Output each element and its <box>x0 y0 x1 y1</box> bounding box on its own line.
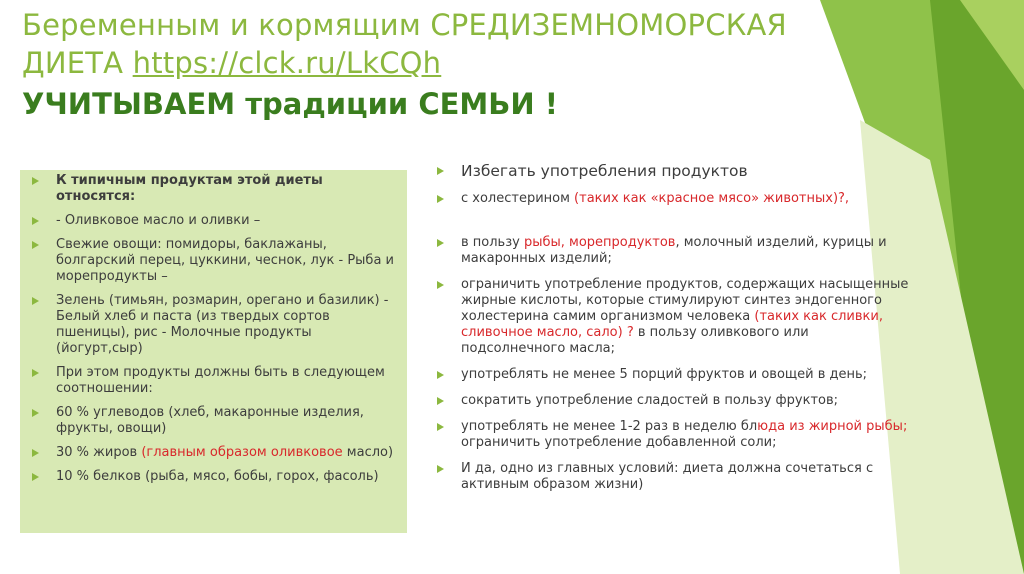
triangle-bullet-icon <box>32 177 39 185</box>
item-text: И да, одно из главных условий: диета должна сочетаться с активным образом жизни) <box>461 461 874 492</box>
item-text-highlight: (главным образом оливковое <box>141 445 343 460</box>
item-text: К типичным продуктам этой диеты относятся: <box>56 173 323 204</box>
list-item <box>32 293 402 357</box>
item-text: 10 % белков (рыба, мясо, бобы, горох, фасоль) <box>56 469 379 484</box>
triangle-bullet-icon <box>437 167 444 175</box>
item-text-suffix: масло) <box>342 445 394 460</box>
right-panel <box>437 161 917 503</box>
triangle-bullet-icon <box>437 281 444 289</box>
title-line-1: Беременным и кормящим СРЕДИЗЕМНОМОРСКАЯ <box>22 8 787 42</box>
list-item <box>32 237 402 285</box>
heading-text: Избегать употребления продуктов <box>461 162 748 180</box>
list-item <box>437 277 917 357</box>
item-text: - Оливковое масло и оливки – <box>56 213 261 228</box>
triangle-bullet-icon <box>437 239 444 247</box>
list-item <box>32 445 402 461</box>
item-text-prefix: 30 % жиров <box>56 445 142 460</box>
item-text-suffix: в пользу оливкового или подсолнечного масла; <box>461 325 809 356</box>
list-item <box>437 235 917 267</box>
triangle-bullet-icon <box>437 423 444 431</box>
list-item <box>32 405 402 437</box>
triangle-bullet-icon <box>32 217 39 225</box>
item-text-highlight: рыбы, морепродуктов <box>523 235 676 250</box>
triangle-bullet-icon <box>32 409 39 417</box>
item-text-highlight: (таких как сливки, сливочное масло, сало) ? <box>461 309 883 340</box>
title-line-3: УЧИТЫВАЕМ традиции СЕМЬИ ! <box>22 87 558 121</box>
item-text-suffix: , молочный изделий, курицы и макаронных изделий; <box>461 235 887 266</box>
item-text-highlight: юда из жирной рыбы; <box>757 419 908 434</box>
list-item <box>437 419 917 451</box>
title-prefix: ДИЕТА <box>22 46 133 80</box>
triangle-bullet-icon <box>32 369 39 377</box>
title-line-2 <box>22 44 922 82</box>
triangle-bullet-icon <box>437 195 444 203</box>
list-item <box>32 213 402 229</box>
list-item <box>32 173 402 205</box>
item-text-prefix: в пользу <box>461 235 524 250</box>
item-text: Зелень (тимьян, розмарин, орегано и базилик) - Белый хлеб и паста (из твердых сортов пшеницы), рис - Молочные продукты (йогурт,сыр) <box>56 293 389 356</box>
right-heading <box>437 161 917 181</box>
triangle-bullet-icon <box>32 473 39 481</box>
item-text: Свежие овощи: помидоры, баклажаны, болгарский перец, цуккини, чеснок, лук - Рыба и морепродукты – <box>56 237 394 284</box>
item-text-highlight: (таких как «красное мясо» животных)?, <box>574 191 850 206</box>
item-text: употреблять не менее 5 порций фруктов и овощей в день; <box>461 367 868 382</box>
item-text-prefix: с холестерином <box>461 191 575 206</box>
item-text-prefix: употреблять не менее 1-2 раз в неделю бл <box>461 419 758 434</box>
triangle-bullet-icon <box>437 371 444 379</box>
slide-title <box>22 6 922 124</box>
triangle-bullet-icon <box>32 297 39 305</box>
triangle-bullet-icon <box>32 449 39 457</box>
item-text: сократить употребление сладостей в пользу фруктов; <box>461 393 839 408</box>
title-link[interactable]: https://clck.ru/LkCQh <box>132 46 442 80</box>
triangle-bullet-icon <box>437 465 444 473</box>
item-text-suffix: ограничить употребление добавленной соли; <box>461 435 777 450</box>
list-item <box>32 469 402 485</box>
list-item <box>437 461 917 493</box>
triangle-bullet-icon <box>32 241 39 249</box>
triangle-bullet-icon <box>437 397 444 405</box>
item-text: 60 % углеводов (хлеб, макаронные изделия, фрукты, овощи) <box>56 405 364 436</box>
list-item <box>437 367 917 383</box>
left-panel <box>32 173 402 493</box>
item-text: При этом продукты должны быть в следующем соотношении: <box>56 365 385 396</box>
item-text-prefix: ограничить употребление продуктов, содержащих насыщенные жирные кислоты, которые стимулируют синтез эндогенного холестерина самим организмом человека <box>461 277 909 324</box>
list-item <box>32 365 402 397</box>
list-item <box>437 393 917 409</box>
list-item <box>437 191 917 207</box>
